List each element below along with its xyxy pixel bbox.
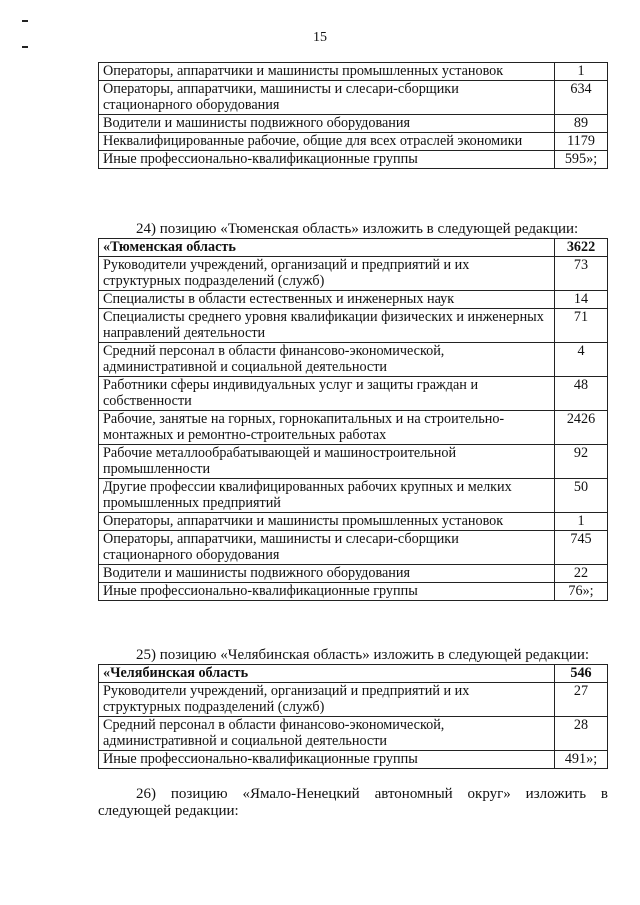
table-row bbox=[99, 133, 608, 151]
table-row bbox=[99, 531, 608, 565]
table-row bbox=[99, 343, 608, 377]
table-row bbox=[99, 377, 608, 411]
row-value: 1 bbox=[555, 513, 608, 531]
row-label: Иные профессионально-квалификационные группы bbox=[99, 151, 555, 169]
row-label: Специалисты в области естественных и инженерных наук bbox=[99, 291, 555, 309]
row-value: 73 bbox=[555, 257, 608, 291]
table-row bbox=[99, 751, 608, 769]
paragraph-24: 24) позицию «Тюменская область» изложить в следующей редакции: bbox=[136, 221, 579, 237]
row-label: Иные профессионально-квалификационные группы bbox=[99, 583, 555, 601]
paragraph-26: 26) позицию «Ямало-Ненецкий автономный округ» изложить в следующей редакции: bbox=[98, 786, 608, 819]
table-row bbox=[99, 479, 608, 513]
region-name: «Тюменская область bbox=[99, 239, 555, 257]
table-row bbox=[99, 309, 608, 343]
row-label: Операторы, аппаратчики и машинисты промышленных установок bbox=[99, 513, 555, 531]
row-value: 48 bbox=[555, 377, 608, 411]
row-label: Рабочие, занятые на горных, горнокапитальных и на строительно-монтажных и ремонтно-строительных работах bbox=[99, 411, 555, 445]
table-row bbox=[99, 683, 608, 717]
row-label: Специалисты среднего уровня квалификации физических и инженерных направлений деятельности bbox=[99, 309, 555, 343]
row-value: 745 bbox=[555, 531, 608, 565]
row-label: Работники сферы индивидуальных услуг и защиты граждан и собственности bbox=[99, 377, 555, 411]
table-chelyabinsk bbox=[98, 664, 608, 769]
table-row bbox=[99, 513, 608, 531]
table-row bbox=[99, 115, 608, 133]
row-label: Неквалифицированные рабочие, общие для всех отраслей экономики bbox=[99, 133, 555, 151]
row-label: Водители и машинисты подвижного оборудования bbox=[99, 565, 555, 583]
table-row bbox=[99, 151, 608, 169]
row-value: 76»; bbox=[555, 583, 608, 601]
table-tyumen bbox=[98, 238, 608, 601]
row-value: 28 bbox=[555, 717, 608, 751]
table-row bbox=[99, 583, 608, 601]
row-value: 50 bbox=[555, 479, 608, 513]
table-continuation bbox=[98, 62, 608, 169]
row-value: 2426 bbox=[555, 411, 608, 445]
region-name: «Челябинская область bbox=[99, 665, 555, 683]
table-row bbox=[99, 81, 608, 115]
row-label: Рабочие металлообрабатывающей и машиностроительной промышленности bbox=[99, 445, 555, 479]
row-value: 89 bbox=[555, 115, 608, 133]
row-value: 92 bbox=[555, 445, 608, 479]
row-value: 1 bbox=[555, 63, 608, 81]
table-row bbox=[99, 565, 608, 583]
margin-mark bbox=[22, 46, 28, 48]
row-label: Операторы, аппаратчики, машинисты и слесари-сборщики стационарного оборудования bbox=[99, 81, 555, 115]
table-row bbox=[99, 445, 608, 479]
row-value: 1179 bbox=[555, 133, 608, 151]
region-total: 3622 bbox=[555, 239, 608, 257]
row-value: 27 bbox=[555, 683, 608, 717]
region-total: 546 bbox=[555, 665, 608, 683]
paragraph-25: 25) позицию «Челябинская область» изложить в следующей редакции: bbox=[136, 647, 590, 663]
row-value: 634 bbox=[555, 81, 608, 115]
row-label: Операторы, аппаратчики и машинисты промышленных установок bbox=[99, 63, 555, 81]
row-value: 595»; bbox=[555, 151, 608, 169]
row-value: 491»; bbox=[555, 751, 608, 769]
row-value: 71 bbox=[555, 309, 608, 343]
row-label: Операторы, аппаратчики, машинисты и слесари-сборщики стационарного оборудования bbox=[99, 531, 555, 565]
row-label: Иные профессионально-квалификационные группы bbox=[99, 751, 555, 769]
row-label: Водители и машинисты подвижного оборудования bbox=[99, 115, 555, 133]
row-value: 22 bbox=[555, 565, 608, 583]
table-header-row bbox=[99, 665, 608, 683]
row-label: Средний персонал в области финансово-экономической, административной и социальной деятельности bbox=[99, 717, 555, 751]
margin-mark bbox=[22, 20, 28, 22]
table-row bbox=[99, 63, 608, 81]
row-value: 4 bbox=[555, 343, 608, 377]
row-label: Средний персонал в области финансово-экономической, административной и социальной деятельности bbox=[99, 343, 555, 377]
table-row bbox=[99, 257, 608, 291]
row-label: Руководители учреждений, организаций и предприятий и их структурных подразделений (служб) bbox=[99, 683, 555, 717]
table-row bbox=[99, 717, 608, 751]
table-row bbox=[99, 411, 608, 445]
row-label: Руководители учреждений, организаций и предприятий и их структурных подразделений (служб) bbox=[99, 257, 555, 291]
table-row bbox=[99, 291, 608, 309]
page-number: 15 bbox=[313, 30, 327, 45]
table-header-row bbox=[99, 239, 608, 257]
row-value: 14 bbox=[555, 291, 608, 309]
row-label: Другие профессии квалифицированных рабочих крупных и мелких промышленных предприятий bbox=[99, 479, 555, 513]
